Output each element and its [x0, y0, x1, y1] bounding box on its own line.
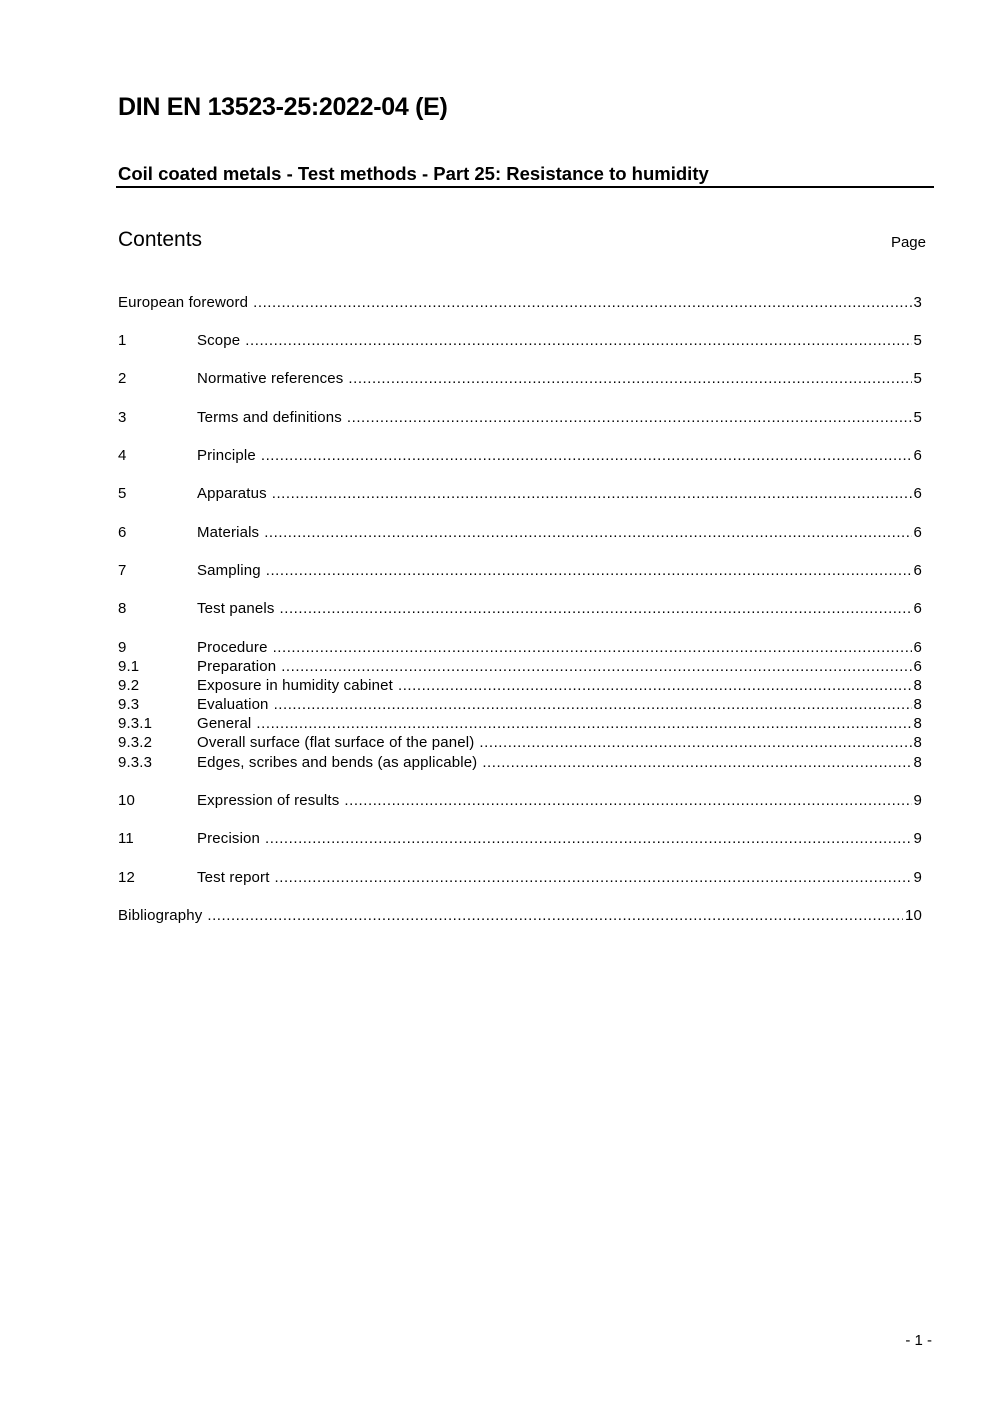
- toc-dot-leader: [273, 638, 912, 657]
- toc-entry-page: 8: [913, 715, 922, 732]
- toc-entry-11[interactable]: [118, 829, 922, 848]
- toc-entry-title: Preparation: [197, 658, 277, 675]
- toc-entry-page: 3: [913, 294, 922, 311]
- footer-page-number: - 1 -: [905, 1332, 932, 1349]
- toc-entry-title: Test panels: [197, 600, 275, 617]
- toc-dot-leader: [398, 676, 912, 695]
- toc-entry-page: 8: [913, 677, 922, 694]
- toc-entry-number: 9.3: [118, 696, 140, 713]
- toc-entry-9[interactable]: [118, 638, 922, 657]
- toc-entry-title: Test report: [197, 869, 270, 886]
- toc-dot-leader: [245, 331, 911, 350]
- toc-entry-number: 8: [118, 600, 127, 617]
- toc-entry-title: Principle: [197, 447, 256, 464]
- toc-entry-10[interactable]: [118, 791, 922, 810]
- toc-entry-number: 9.3.2: [118, 734, 153, 751]
- toc-dot-leader: [281, 657, 911, 676]
- toc-dot-leader: [347, 408, 912, 427]
- toc-entry-title: Overall surface (flat surface of the panel): [197, 734, 475, 751]
- document-title: Coil coated metals - Test methods - Part 25: Resistance to humidity: [118, 163, 709, 184]
- toc-entry-title: Apparatus: [197, 485, 267, 502]
- toc-entry-page: 10: [905, 907, 922, 924]
- toc-entry-page: 5: [913, 409, 922, 426]
- toc-entry-page: 6: [913, 485, 922, 502]
- toc-entry-4[interactable]: [118, 446, 922, 465]
- toc-dot-leader: [482, 753, 911, 772]
- toc-dot-leader: [280, 599, 912, 618]
- toc-entry-8[interactable]: [118, 599, 922, 618]
- toc-entry-title: Scope: [197, 332, 241, 349]
- toc-entry-1[interactable]: [118, 331, 922, 350]
- contents-heading: Contents: [118, 228, 203, 251]
- toc-entry-page: 5: [913, 332, 922, 349]
- toc-entry-page: 6: [913, 658, 922, 675]
- toc-entry-page: 9: [913, 830, 922, 847]
- page-column-heading: Page: [890, 234, 926, 251]
- toc-entry-page: 8: [913, 754, 922, 771]
- toc-entry-bibliography[interactable]: [118, 906, 922, 925]
- toc-entry-number: 9.3.1: [118, 715, 153, 732]
- toc-entry-page: 5: [913, 370, 922, 387]
- toc-entry-9-2[interactable]: [118, 676, 922, 695]
- toc-entry-9-3[interactable]: [118, 695, 922, 714]
- toc-entry-2[interactable]: [118, 369, 922, 388]
- toc-entry-title: Procedure: [197, 639, 268, 656]
- toc-entry-number: 6: [118, 524, 127, 541]
- toc-entry-9-3-3[interactable]: [118, 753, 922, 772]
- toc-dot-leader: [261, 446, 912, 465]
- toc-entry-page: 8: [913, 696, 922, 713]
- toc-dot-leader: [207, 906, 903, 925]
- toc-entry-number: 7: [118, 562, 127, 579]
- toc-entry-title: General: [197, 715, 252, 732]
- toc-entry-page: 9: [913, 869, 922, 886]
- toc-entry-9-1[interactable]: [118, 657, 922, 676]
- toc-entry-9-3-1[interactable]: [118, 714, 922, 733]
- toc-entry-title: European foreword: [118, 294, 249, 311]
- toc-dot-leader: [253, 293, 911, 312]
- toc-entry-number: 9: [118, 639, 127, 656]
- toc-entry-number: 5: [118, 485, 127, 502]
- toc-entry-page: 6: [913, 447, 922, 464]
- toc-entry-page: 6: [913, 600, 922, 617]
- toc-dot-leader: [266, 561, 912, 580]
- toc-entry-title: Precision: [197, 830, 261, 847]
- toc-dot-leader: [256, 714, 911, 733]
- toc-entry-9-3-2[interactable]: [118, 733, 922, 752]
- toc-dot-leader: [348, 369, 911, 388]
- toc-entry-page: 8: [913, 734, 922, 751]
- toc-entry-page: 6: [913, 562, 922, 579]
- toc-entry-page: 6: [913, 639, 922, 656]
- toc-entry-foreword[interactable]: [118, 293, 922, 312]
- toc-entry-12[interactable]: [118, 868, 922, 887]
- toc-entry-number: 3: [118, 409, 127, 426]
- toc-dot-leader: [274, 695, 912, 714]
- toc-entry-number: 9.2: [118, 677, 140, 694]
- toc-entry-number: 2: [118, 370, 127, 387]
- toc-entry-title: Exposure in humidity cabinet: [197, 677, 393, 694]
- toc-dot-leader: [272, 484, 912, 503]
- toc-entry-7[interactable]: [118, 561, 922, 580]
- toc-dot-leader: [275, 868, 912, 887]
- toc-entry-title: Normative references: [197, 370, 344, 387]
- toc-entry-number: 1: [118, 332, 127, 349]
- toc-entry-title: Expression of results: [197, 792, 340, 809]
- toc-entry-title: Sampling: [197, 562, 261, 579]
- toc-entry-number: 11: [118, 830, 134, 847]
- toc-entry-title: Materials: [197, 524, 260, 541]
- toc-dot-leader: [344, 791, 911, 810]
- toc-dot-leader: [264, 523, 911, 542]
- toc-entry-title: Bibliography: [118, 907, 203, 924]
- toc-entry-5[interactable]: [118, 484, 922, 503]
- document-id: DIN EN 13523-25:2022-04 (E): [118, 93, 448, 121]
- toc-dot-leader: [265, 829, 911, 848]
- toc-entry-title: Edges, scribes and bends (as applicable): [197, 754, 478, 771]
- toc-entry-number: 9.3.3: [118, 754, 153, 771]
- toc-entry-page: 9: [913, 792, 922, 809]
- toc-entry-page: 6: [913, 524, 922, 541]
- toc-dot-leader: [479, 733, 911, 752]
- toc-entry-6[interactable]: [118, 523, 922, 542]
- toc-entry-number: 9.1: [118, 658, 140, 675]
- toc-entry-title: Terms and definitions: [197, 409, 342, 426]
- toc-entry-3[interactable]: [118, 408, 922, 427]
- title-divider: [116, 186, 934, 188]
- toc-entry-number: 4: [118, 447, 127, 464]
- toc-entry-title: Evaluation: [197, 696, 269, 713]
- toc-entry-number: 12: [118, 869, 135, 886]
- toc-entry-number: 10: [118, 792, 135, 809]
